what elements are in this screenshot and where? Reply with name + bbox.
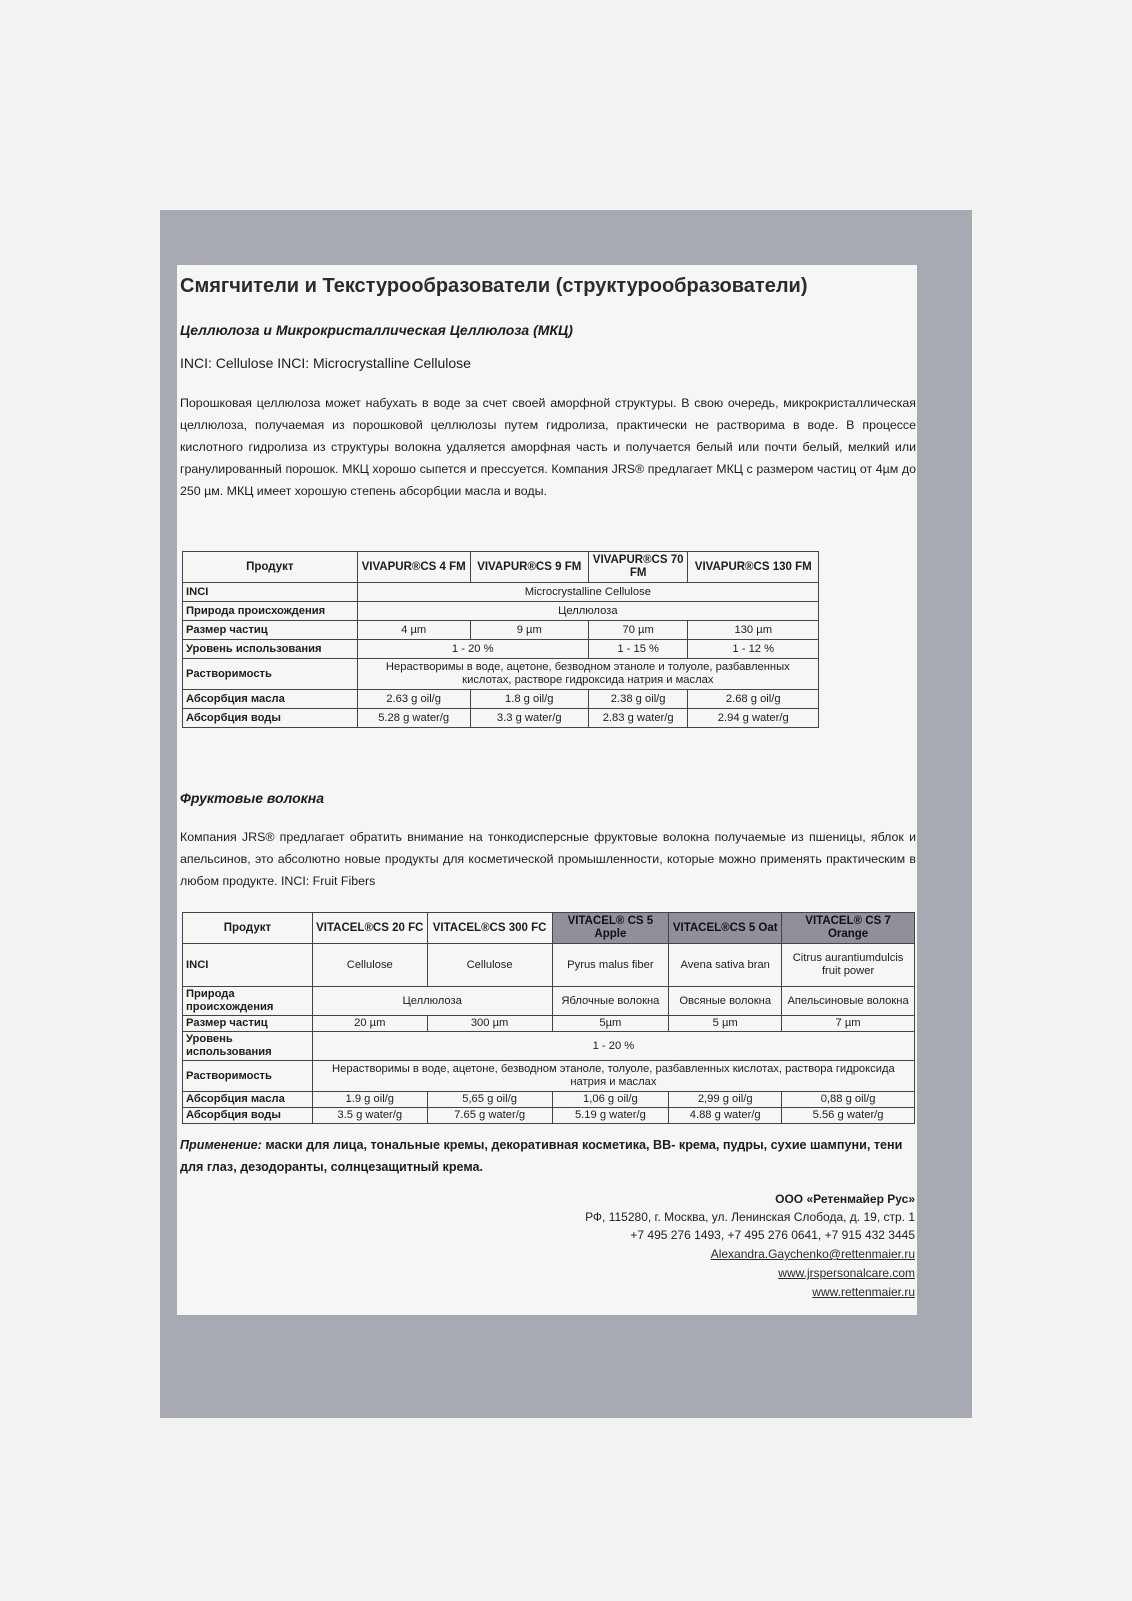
table-cell: 1,06 g oil/g [552,1092,669,1108]
fruit-fibers-paragraph: Компания JRS® предлагает обратить внимание на тонкодисперсные фруктовые волокна получаемые из пшеницы, яблок и апельсинов, это абсолютно новые продукты для косметической промышленности, которые можно применять практическим в любом продукте. INCI: Fruit Fibers [180,830,916,888]
row-label: Природа происхождения [183,602,358,621]
row-label: INCI [183,583,358,602]
table-row [183,690,819,709]
table-cell: 0,88 g oil/g [782,1092,915,1108]
table-cell: 1.9 g oil/g [312,1092,427,1108]
table-row [183,602,819,621]
table-row [183,944,915,987]
table-cell: Целлюлоза [357,602,818,621]
table-cell: 1 - 20 % [357,640,588,659]
table-cell: 130 µm [688,621,819,640]
website-link-jrs[interactable]: www.jrspersonalcare.com [778,1266,915,1280]
company-phones: +7 495 276 1493, +7 495 276 0641, +7 915 432 3445 [630,1228,915,1242]
table-row [183,709,819,728]
section-subtitle: Целлюлоза и Микрокристаллическая Целлюлоза (МКЦ) [180,322,573,338]
table-cell: 2,99 g oil/g [669,1092,782,1108]
table-cell: 5µm [552,1016,669,1032]
row-label: Абсорбция масла [183,1092,313,1108]
intro-paragraph: Порошковая целлюлоза может набухать в воде за счет своей аморфной структуры. В свою очередь, микрокристаллическая целлюлоза, получаемая из порошковой целлюлозы путем гидролиза, практически не растворима в воде. В процессе кислотного гидролиза из структуры волокна удаляется аморфная часть и получается белый или почти белый, мелкий или гранулированный порошок. МКЦ хорошо сыпется и прессуется. Компания JRS® предлагает МКЦ с размером частиц от 4µм до 250 µм. МКЦ имеет хорошую степень абсорбции масла и воды. [180,396,916,498]
table-cell: 300 µm [427,1016,552,1032]
row-label: Растворимость [183,659,358,690]
table-row [183,1092,915,1108]
company-name: ООО «Ретенмайер Рус» [775,1192,915,1206]
table-cell: 5.56 g water/g [782,1108,915,1124]
application-label: Применение: [180,1138,262,1152]
row-label: Абсорбция масла [183,690,358,709]
table-cell: 70 µm [588,621,688,640]
table-header-cell: VIVAPUR®CS 130 FM [688,552,819,583]
table-cell: 1.8 g oil/g [470,690,588,709]
table-header-cell: VITACEL®CS 5 Oat [669,913,782,944]
table-row [183,621,819,640]
row-label: Размер частиц [183,1016,313,1032]
table-cell: Нерастворимы в воде, ацетоне, безводном этаноле, толуоле, разбавленных кислотах, раствора гидроксида натрия и маслах [312,1061,914,1092]
table-cell: 7 µm [782,1016,915,1032]
table-cell: 4.88 g water/g [669,1108,782,1124]
row-label: Абсорбция воды [183,1108,313,1124]
table-row [183,552,819,583]
table-cell: 2.94 g water/g [688,709,819,728]
table-cell: 5.28 g water/g [357,709,470,728]
vitacel-table [182,912,915,1124]
table-cell: Avena sativa bran [669,944,782,987]
table-row [183,987,915,1016]
table-row [183,1016,915,1032]
table-row [183,913,915,944]
table-header-cell: VITACEL® CS 5 Apple [552,913,669,944]
fruit-fibers-heading: Фруктовые волокна [180,790,324,806]
table-cell: 1 - 20 % [312,1032,914,1061]
row-label: Уровень использования [183,1032,313,1061]
table-cell: 2.83 g water/g [588,709,688,728]
table-cell: 2.63 g oil/g [357,690,470,709]
email-link[interactable]: Alexandra.Gaychenko@rettenmaier.ru [710,1247,915,1261]
row-label: Абсорбция воды [183,709,358,728]
row-label: INCI [183,944,313,987]
table-cell: 4 µm [357,621,470,640]
table-header-cell: Продукт [183,913,313,944]
table-row [183,1032,915,1061]
table-cell: 1 - 15 % [588,640,688,659]
table-cell: Cellulose [427,944,552,987]
table-header-cell: VITACEL®CS 300 FC [427,913,552,944]
website-link-rettenmaier[interactable]: www.rettenmaier.ru [812,1285,915,1299]
vivapur-table [182,551,819,728]
company-address: РФ, 115280, г. Москва, ул. Ленинская Слобода, д. 19, стр. 1 [585,1210,915,1224]
application-paragraph [180,1134,916,1178]
table-cell: Pyrus malus fiber [552,944,669,987]
table-cell: 5 µm [669,1016,782,1032]
table-cell: Яблочные волокна [552,987,669,1016]
table-cell: Cellulose [312,944,427,987]
row-label: Растворимость [183,1061,313,1092]
table-cell: 1 - 12 % [688,640,819,659]
table-cell: Овсяные волокна [669,987,782,1016]
table-header-cell: Продукт [183,552,358,583]
row-label: Размер частиц [183,621,358,640]
page-title: Смягчители и Текстурообразователи (структурообразователи) [180,275,808,297]
row-label: Природа происхождения [183,987,313,1016]
table-header-cell: VIVAPUR®CS 70 FM [588,552,688,583]
table-cell: Целлюлоза [312,987,552,1016]
table-cell: 5,65 g oil/g [427,1092,552,1108]
table-header-cell: VITACEL® CS 7 Orange [782,913,915,944]
table-cell: 3.5 g water/g [312,1108,427,1124]
table-cell: 20 µm [312,1016,427,1032]
table-header-cell: VIVAPUR®CS 4 FM [357,552,470,583]
table-cell: Citrus aurantiumdulcis fruit power [782,944,915,987]
table-row [183,1061,915,1092]
table-cell: 2.38 g oil/g [588,690,688,709]
table-cell: 7.65 g water/g [427,1108,552,1124]
table-header-cell: VITACEL®CS 20 FC [312,913,427,944]
table-cell: 5.19 g water/g [552,1108,669,1124]
table-header-cell: VIVAPUR®CS 9 FM [470,552,588,583]
table-row [183,1108,915,1124]
row-label: Уровень использования [183,640,358,659]
table-cell: Апельсиновые волокна [782,987,915,1016]
table-cell: 2.68 g oil/g [688,690,819,709]
table-row [183,659,819,690]
inci-line: INCI: Cellulose INCI: Microcrystalline Cellulose [180,355,471,371]
table-row [183,583,819,602]
table-cell: Microcrystalline Cellulose [357,583,818,602]
table-cell: 9 µm [470,621,588,640]
table-row [183,640,819,659]
table-cell: Нерастворимы в воде, ацетоне, безводном этаноле и толуоле, разбавленных кислотах, растворе гидроксида натрия и маслах [357,659,818,690]
application-text: маски для лица, тональные кремы, декоративная косметика, BB- крема, пудры, сухие шампуни, тени для глаз, дезодоранты, солнцезащитный крема. [180,1138,903,1174]
table-cell: 3.3 g water/g [470,709,588,728]
